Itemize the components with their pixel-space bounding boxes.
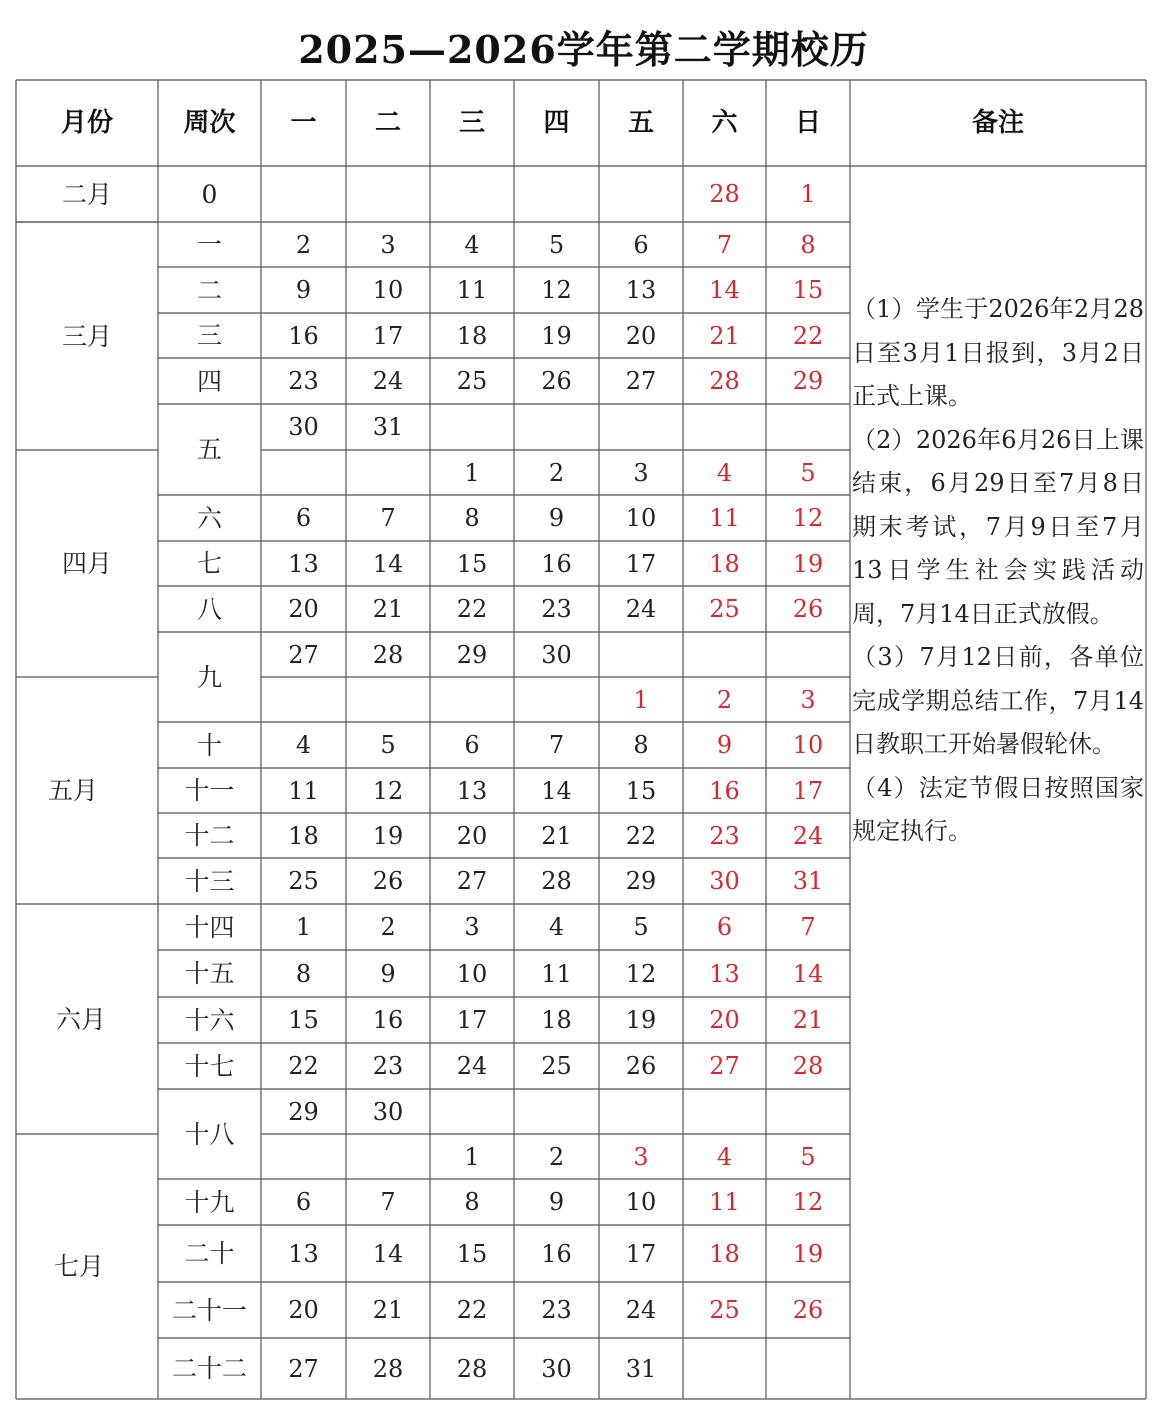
date-cell: 26 bbox=[372, 867, 404, 895]
date-cell: 20 bbox=[288, 1296, 319, 1324]
date-cell: 21 bbox=[372, 595, 404, 623]
date-cell: 26 bbox=[792, 1296, 824, 1324]
week-label: 二 bbox=[196, 275, 222, 305]
note-item: （2）2026年6月26日上课结束，6月29日至7月8日期末考试，7月9日至7月13日学生社会实践活动周，7月14日正式放假。 bbox=[852, 425, 1144, 628]
date-cell: 8 bbox=[295, 959, 312, 988]
date-cell: 26 bbox=[625, 1052, 657, 1080]
date-cell: 28 bbox=[709, 367, 740, 395]
date-cell: 23 bbox=[541, 1296, 572, 1324]
date-cell: 22 bbox=[288, 1052, 319, 1080]
month-label: 四月 bbox=[61, 549, 112, 578]
date-cell: 28 bbox=[792, 1052, 824, 1080]
date-cell: 25 bbox=[541, 1052, 572, 1080]
date-cell: 12 bbox=[372, 776, 404, 805]
date-cell: 6 bbox=[633, 230, 649, 259]
date-cell: 16 bbox=[541, 1239, 572, 1268]
header-day: 一 bbox=[290, 108, 317, 138]
date-cell: 6 bbox=[295, 504, 312, 532]
date-cell: 18 bbox=[709, 549, 740, 578]
week-label: 十一 bbox=[184, 776, 235, 805]
header-month: 月份 bbox=[60, 108, 113, 138]
week-label: 十八 bbox=[184, 1119, 235, 1149]
week-label: 一 bbox=[196, 230, 222, 259]
date-cell: 1 bbox=[464, 1142, 480, 1171]
date-cell: 4 bbox=[548, 913, 565, 941]
date-cell: 9 bbox=[548, 1188, 565, 1216]
date-cell: 23 bbox=[541, 595, 572, 623]
date-cell: 30 bbox=[709, 867, 740, 895]
date-cell: 12 bbox=[625, 959, 657, 988]
note-item: （4）法定节假日按照国家规定执行。 bbox=[852, 773, 1144, 845]
date-cell: 4 bbox=[716, 458, 733, 487]
week-label: 六 bbox=[196, 503, 222, 533]
header-week: 周次 bbox=[183, 108, 236, 138]
date-cell: 5 bbox=[800, 458, 816, 487]
date-cell: 31 bbox=[792, 867, 824, 895]
date-cell: 27 bbox=[709, 1052, 740, 1080]
date-cell: 14 bbox=[792, 959, 824, 988]
week-label: 二十二 bbox=[171, 1354, 247, 1383]
date-cell: 30 bbox=[541, 1354, 572, 1383]
date-cell: 1 bbox=[464, 458, 480, 487]
date-cell: 2 bbox=[295, 230, 312, 259]
date-cell: 3 bbox=[633, 1142, 649, 1171]
month-label: 五月 bbox=[47, 776, 98, 805]
date-cell: 28 bbox=[709, 180, 740, 208]
date-cell: 27 bbox=[625, 367, 657, 395]
date-cell: 2 bbox=[380, 913, 396, 941]
date-cell: 14 bbox=[372, 1239, 404, 1268]
date-cell: 16 bbox=[372, 1006, 404, 1034]
date-cell: 10 bbox=[456, 959, 488, 988]
date-cell: 22 bbox=[625, 821, 657, 850]
date-cell: 14 bbox=[541, 776, 572, 805]
date-cell: 29 bbox=[625, 867, 657, 895]
date-cell: 19 bbox=[372, 821, 404, 850]
date-cell: 5 bbox=[800, 1142, 816, 1171]
date-cell: 15 bbox=[792, 276, 824, 304]
week-label: 十五 bbox=[184, 959, 235, 988]
date-cell: 8 bbox=[464, 504, 480, 532]
date-cell: 18 bbox=[541, 1006, 572, 1034]
date-cell: 13 bbox=[709, 959, 740, 988]
date-cell: 17 bbox=[792, 776, 824, 805]
date-cell: 19 bbox=[792, 549, 824, 578]
date-cell: 17 bbox=[625, 1239, 657, 1268]
date-cell: 28 bbox=[372, 1354, 404, 1383]
date-cell: 9 bbox=[380, 959, 396, 988]
date-cell: 15 bbox=[288, 1006, 319, 1034]
date-cell: 7 bbox=[380, 1188, 396, 1216]
note-item: （3）7月12日前，各单位完成学期总结工作，7月14日教职工开始暑假轮休。 bbox=[852, 643, 1144, 758]
date-cell: 30 bbox=[372, 1097, 404, 1126]
week-label: 十三 bbox=[184, 866, 235, 896]
date-cell: 24 bbox=[372, 367, 404, 395]
date-cell: 8 bbox=[800, 230, 816, 259]
month-label: 六月 bbox=[55, 1004, 106, 1034]
week-label: 0 bbox=[201, 179, 218, 209]
date-cell: 28 bbox=[456, 1354, 488, 1383]
date-cell: 25 bbox=[456, 367, 488, 395]
week-label: 十九 bbox=[184, 1187, 235, 1217]
date-cell: 31 bbox=[625, 1354, 657, 1383]
note-item: （1）学生于2026年2月28日至3月1日报到，3月2日正式上课。 bbox=[852, 295, 1144, 410]
page-title: 2025—2026学年第二学期校历 bbox=[298, 27, 869, 72]
date-cell: 5 bbox=[548, 230, 565, 259]
date-cell: 24 bbox=[625, 1296, 657, 1324]
date-cell: 1 bbox=[800, 180, 816, 208]
date-cell: 25 bbox=[288, 867, 319, 895]
date-cell: 3 bbox=[464, 913, 480, 941]
date-cell: 28 bbox=[541, 867, 572, 895]
date-cell: 7 bbox=[380, 504, 396, 532]
week-label: 四 bbox=[196, 366, 222, 396]
date-cell: 9 bbox=[716, 731, 733, 759]
date-cell: 13 bbox=[288, 1239, 319, 1268]
date-cell: 29 bbox=[792, 367, 824, 395]
date-cell: 2 bbox=[548, 1142, 565, 1171]
month-label: 七月 bbox=[53, 1252, 104, 1281]
date-cell: 21 bbox=[709, 321, 740, 350]
date-cell: 30 bbox=[541, 640, 572, 669]
date-cell: 4 bbox=[716, 1142, 733, 1171]
week-label: 十 bbox=[196, 730, 222, 760]
date-cell: 9 bbox=[295, 276, 312, 304]
date-cell: 4 bbox=[464, 230, 480, 259]
date-cell: 22 bbox=[456, 595, 488, 623]
date-cell: 7 bbox=[800, 913, 816, 941]
header-day: 日 bbox=[794, 108, 821, 138]
date-cell: 29 bbox=[456, 640, 488, 669]
date-cell: 19 bbox=[625, 1006, 657, 1034]
week-label: 十二 bbox=[184, 821, 235, 850]
date-cell: 15 bbox=[456, 549, 488, 578]
date-cell: 23 bbox=[288, 367, 319, 395]
date-cell: 7 bbox=[716, 230, 733, 259]
date-cell: 11 bbox=[541, 959, 572, 988]
date-cell: 19 bbox=[541, 321, 572, 350]
header-day: 二 bbox=[374, 108, 401, 138]
date-cell: 18 bbox=[709, 1239, 740, 1268]
date-cell: 8 bbox=[633, 731, 649, 759]
date-cell: 13 bbox=[288, 549, 319, 578]
date-cell: 17 bbox=[625, 549, 657, 578]
date-cell: 24 bbox=[625, 595, 657, 623]
date-cell: 8 bbox=[464, 1188, 480, 1216]
date-cell: 18 bbox=[456, 321, 488, 350]
week-label: 二十 bbox=[184, 1239, 235, 1268]
date-cell: 5 bbox=[380, 731, 396, 759]
date-cell: 17 bbox=[372, 321, 404, 350]
week-label: 十七 bbox=[184, 1051, 235, 1081]
date-cell: 18 bbox=[288, 821, 319, 850]
date-cell: 3 bbox=[633, 458, 649, 487]
date-cell: 3 bbox=[380, 230, 396, 259]
date-cell: 10 bbox=[625, 1188, 657, 1216]
date-cell: 25 bbox=[709, 1296, 740, 1324]
date-cell: 6 bbox=[295, 1188, 312, 1216]
date-cell: 12 bbox=[792, 1188, 824, 1216]
date-cell: 9 bbox=[548, 504, 565, 532]
date-cell: 13 bbox=[456, 776, 488, 805]
date-cell: 15 bbox=[625, 776, 657, 805]
date-cell: 24 bbox=[456, 1052, 488, 1080]
date-cell: 22 bbox=[456, 1296, 488, 1324]
date-cell: 2 bbox=[716, 685, 733, 714]
date-cell: 12 bbox=[541, 276, 572, 304]
week-label: 七 bbox=[196, 549, 222, 578]
date-cell: 2 bbox=[548, 458, 565, 487]
header-notes: 备注 bbox=[971, 108, 1024, 138]
date-cell: 17 bbox=[456, 1006, 488, 1034]
date-cell: 27 bbox=[288, 640, 319, 669]
date-cell: 30 bbox=[288, 413, 319, 441]
week-label: 十四 bbox=[184, 912, 235, 942]
date-cell: 22 bbox=[792, 321, 824, 350]
date-cell: 27 bbox=[288, 1354, 319, 1383]
date-cell: 20 bbox=[288, 595, 319, 623]
date-cell: 11 bbox=[456, 276, 488, 304]
date-cell: 10 bbox=[625, 504, 657, 532]
date-cell: 21 bbox=[792, 1006, 824, 1034]
header-day: 六 bbox=[711, 108, 738, 138]
date-cell: 14 bbox=[709, 276, 740, 304]
date-cell: 1 bbox=[633, 685, 649, 714]
date-cell: 10 bbox=[792, 731, 824, 759]
date-cell: 4 bbox=[295, 731, 312, 759]
week-label: 二十一 bbox=[171, 1295, 247, 1325]
header-day: 三 bbox=[458, 108, 485, 138]
week-label: 五 bbox=[196, 435, 222, 464]
date-cell: 21 bbox=[372, 1296, 404, 1324]
date-cell: 20 bbox=[456, 821, 488, 850]
header-day: 四 bbox=[543, 108, 570, 138]
date-cell: 23 bbox=[709, 821, 740, 850]
date-cell: 6 bbox=[716, 913, 733, 941]
header-day: 五 bbox=[627, 108, 654, 138]
date-cell: 13 bbox=[625, 276, 657, 304]
date-cell: 11 bbox=[709, 504, 740, 532]
notes-text bbox=[852, 288, 1144, 854]
date-cell: 16 bbox=[288, 321, 319, 350]
date-cell: 11 bbox=[288, 776, 319, 805]
date-cell: 28 bbox=[372, 640, 404, 669]
month-label: 二月 bbox=[61, 179, 112, 209]
month-label: 三月 bbox=[61, 321, 112, 351]
date-cell: 14 bbox=[372, 549, 404, 578]
date-cell: 27 bbox=[456, 867, 488, 895]
date-cell: 16 bbox=[709, 776, 740, 805]
date-cell: 7 bbox=[548, 731, 565, 759]
date-cell: 26 bbox=[792, 595, 824, 623]
week-label: 三 bbox=[196, 321, 222, 350]
date-cell: 31 bbox=[372, 413, 404, 441]
date-cell: 21 bbox=[541, 821, 572, 850]
date-cell: 5 bbox=[633, 913, 649, 941]
date-cell: 16 bbox=[541, 549, 572, 578]
date-cell: 20 bbox=[625, 321, 657, 350]
date-cell: 15 bbox=[456, 1239, 488, 1268]
date-cell: 20 bbox=[709, 1006, 740, 1034]
date-cell: 24 bbox=[792, 821, 824, 850]
date-cell: 23 bbox=[372, 1052, 404, 1080]
week-label: 九 bbox=[196, 662, 222, 692]
date-cell: 11 bbox=[709, 1188, 740, 1216]
date-cell: 12 bbox=[792, 504, 824, 532]
date-cell: 29 bbox=[288, 1097, 319, 1126]
date-cell: 3 bbox=[800, 685, 816, 714]
date-cell: 25 bbox=[709, 595, 740, 623]
date-cell: 10 bbox=[372, 276, 404, 304]
week-label: 十六 bbox=[184, 1005, 235, 1035]
date-cell: 6 bbox=[464, 731, 480, 759]
date-cell: 19 bbox=[792, 1239, 824, 1268]
week-label: 八 bbox=[196, 594, 222, 624]
date-cell: 1 bbox=[295, 913, 312, 941]
date-cell: 26 bbox=[541, 367, 572, 395]
